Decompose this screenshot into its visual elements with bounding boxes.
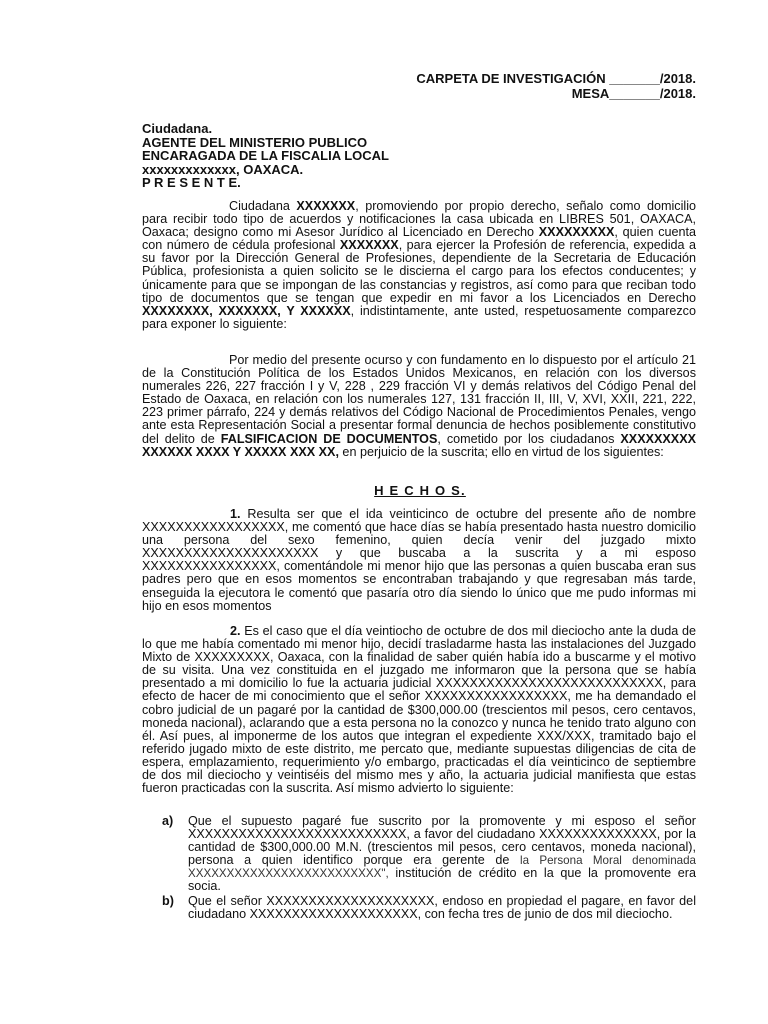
addressee-salutation: Ciudadana. (142, 121, 213, 136)
desk-number: MESA_______/2018. (571, 86, 696, 101)
item-b-text: Que el señor XXXXXXXXXXXXXXXXXXXX, endoso en propiedad el pagare, en favor del ciudadano XXXXXXXXXXXXXXXXXXXX, con fecha tres de junio de dos mil dieciocho. (188, 893, 696, 921)
fact-2-paragraph: 2. Es el caso que el día veintiocho de octubre de dos mil dieciocho ante la duda de lo que me había comentado mi menor hijo, decidí trasladarme hasta las instalaciones del Juzgado Mixto de XXXXXXXXX, Oaxaca, con la finalidad de saber quién había ido a buscarme y el motivo de su visita. Una vez constituida en el juzgado me informaron que la persona que se había presentado a mi domicilio lo fue la actuaria judicial XXXXXXXXXXXXXXXXXXXXXXXXXXX, para efecto de hacer de mi conocimiento que el señor XXXXXXXXXXXXXXXXX, me ha demandado el cobro judicial de un pagaré por la cantidad de $300,000.00 (trescientos mil pesos, cero centavos, moneda nacional), aclarando que a esta persona no la conozco y nunca he tenido trato alguno con él. Así pues, al imponerme de los autos que integran el expediente XXX/XXX, tramitado bajo el referido jugado mixto de este distrito, me percato que, mediante supuestas diligencias de cita de espera, emplazamiento, requerimiento y/o embargo, practicadas el día veinticinco de septiembre de dos mil dieciocho y veintiséis del mismo mes y año, la actuaria judicial manifiesta que estas fueron practicadas con la suscrita. Así mismo advierto lo siguiente: (142, 624, 696, 796)
case-file-number: CARPETA DE INVESTIGACIÓN _______/2018. (416, 71, 696, 86)
complaint-paragraph: Por medio del presente ocurso y con fundamento en lo dispuesto por el artículo 21 de la Constitución Política de los Estados Unidos Mexicanos, en relación con los diversos numerales 226, 227 fracción I y V, 228 , 229 fracción VI y demás relativos del Código Penal del Estado de Oaxaca, en relación con los numerales 127, 131 fracción II, III, V, XVI, XXII, 221, 222, 223 primer párrafo, 224 y demás relativos del Código Nacional de Procedimientos Penales, vengo ante esta Representación Social a presentar formal denuncia de hechos posiblemente constitutivo del delito de FALSIFICACION DE DOCUMENTOS, cometido por los ciudadanos XXXXXXXXX XXXXXX XXXX Y XXXXX XXX XX, en perjuicio de la suscrita; ello en virtud de los siguientes: (142, 353, 696, 459)
fact-2-number: 2. (230, 624, 241, 638)
findings-list (142, 815, 696, 922)
addressee-title: AGENTE DEL MINISTERIO PUBLICO (142, 134, 368, 150)
list-item (142, 815, 696, 894)
list-item (142, 895, 696, 921)
addressee-block (142, 122, 389, 190)
addressee-office: ENCARAGADA DE LA FISCALIA LOCAL (142, 148, 389, 163)
intro-paragraph: Ciudadana XXXXXXX, promoviendo por propio derecho, señalo como domicilio para recibir todo tipo de acuerdos y notificaciones la casa ubicada en LIBRES 501, OAXACA, Oaxaca; designo como mi Asesor Jurídico al Licenciado en Derecho XXXXXXXXX, quien cuenta con número de cédula profesional XXXXXXX, para ejercer la Profesión de referencia, expedida a su favor por la Dirección General de Profesiones, dependiente de la Secretaria de Educación Pública, profesionista a quien solicito se le discierna el cargo para los efectos conducentes; y únicamente para que se impongan de las constancias y registros, así como para que reciban todo tipo de documentos que se tengan que expedir en mi favor a los Licenciados en Derecho XXXXXXXX, XXXXXXX, Y XXXXXX, indistintamente, ante usted, respetuosamente comparezco para exponer lo siguiente: (142, 199, 697, 331)
fact-1-paragraph: 1. Resulta ser que el ida veinticinco de octubre del presente año de nombre XXXXXXXXXXXXXXXXX, me comentó que hace días se había presentado hasta nuestro domicilio una persona del sexo femenino, quien decía venir del juzgado mixto XXXXXXXXXXXXXXXXXXXXX y que buscaba a la suscrita y a mi esposo XXXXXXXXXXXXXXXX, comentándole mi menor hijo que las personas a quien buscaba eran sus padres pero que en esos momentos se encontraban trabajando y que regresaban más tarde, enseguida la ejecutora le comentó que pasaría otro día siendo lo único que me pudo informas mi hijo en esos momentos (142, 507, 696, 613)
addressee-city: xxxxxxxxxxxxx, OAXACA. (142, 161, 304, 177)
facts-heading: H E C H O S. (374, 483, 466, 498)
item-a-label: a) (162, 814, 174, 828)
fact-1-number: 1. (230, 507, 241, 521)
item-b-label: b) (162, 893, 174, 908)
item-a-text: Que el supuesto pagaré fue suscrito por la promovente y mi esposo el señor XXXXXXXXXXXXXXXXXXXXXXXXXX, a favor del ciudadano XXXXXXXXXXXXXX, por la cantidad de $300,000.00 M.N. (trescientos mil pesos, cero centavos, moneda nacional), persona a quien identifico porque era gerente de la Persona Moral denominada XXXXXXXXXXXXXXXXXXXXXXXXX", institución de crédito en la que la promovente era socia. (188, 814, 696, 894)
addressee-present: P R E S E N T E. (142, 175, 241, 190)
